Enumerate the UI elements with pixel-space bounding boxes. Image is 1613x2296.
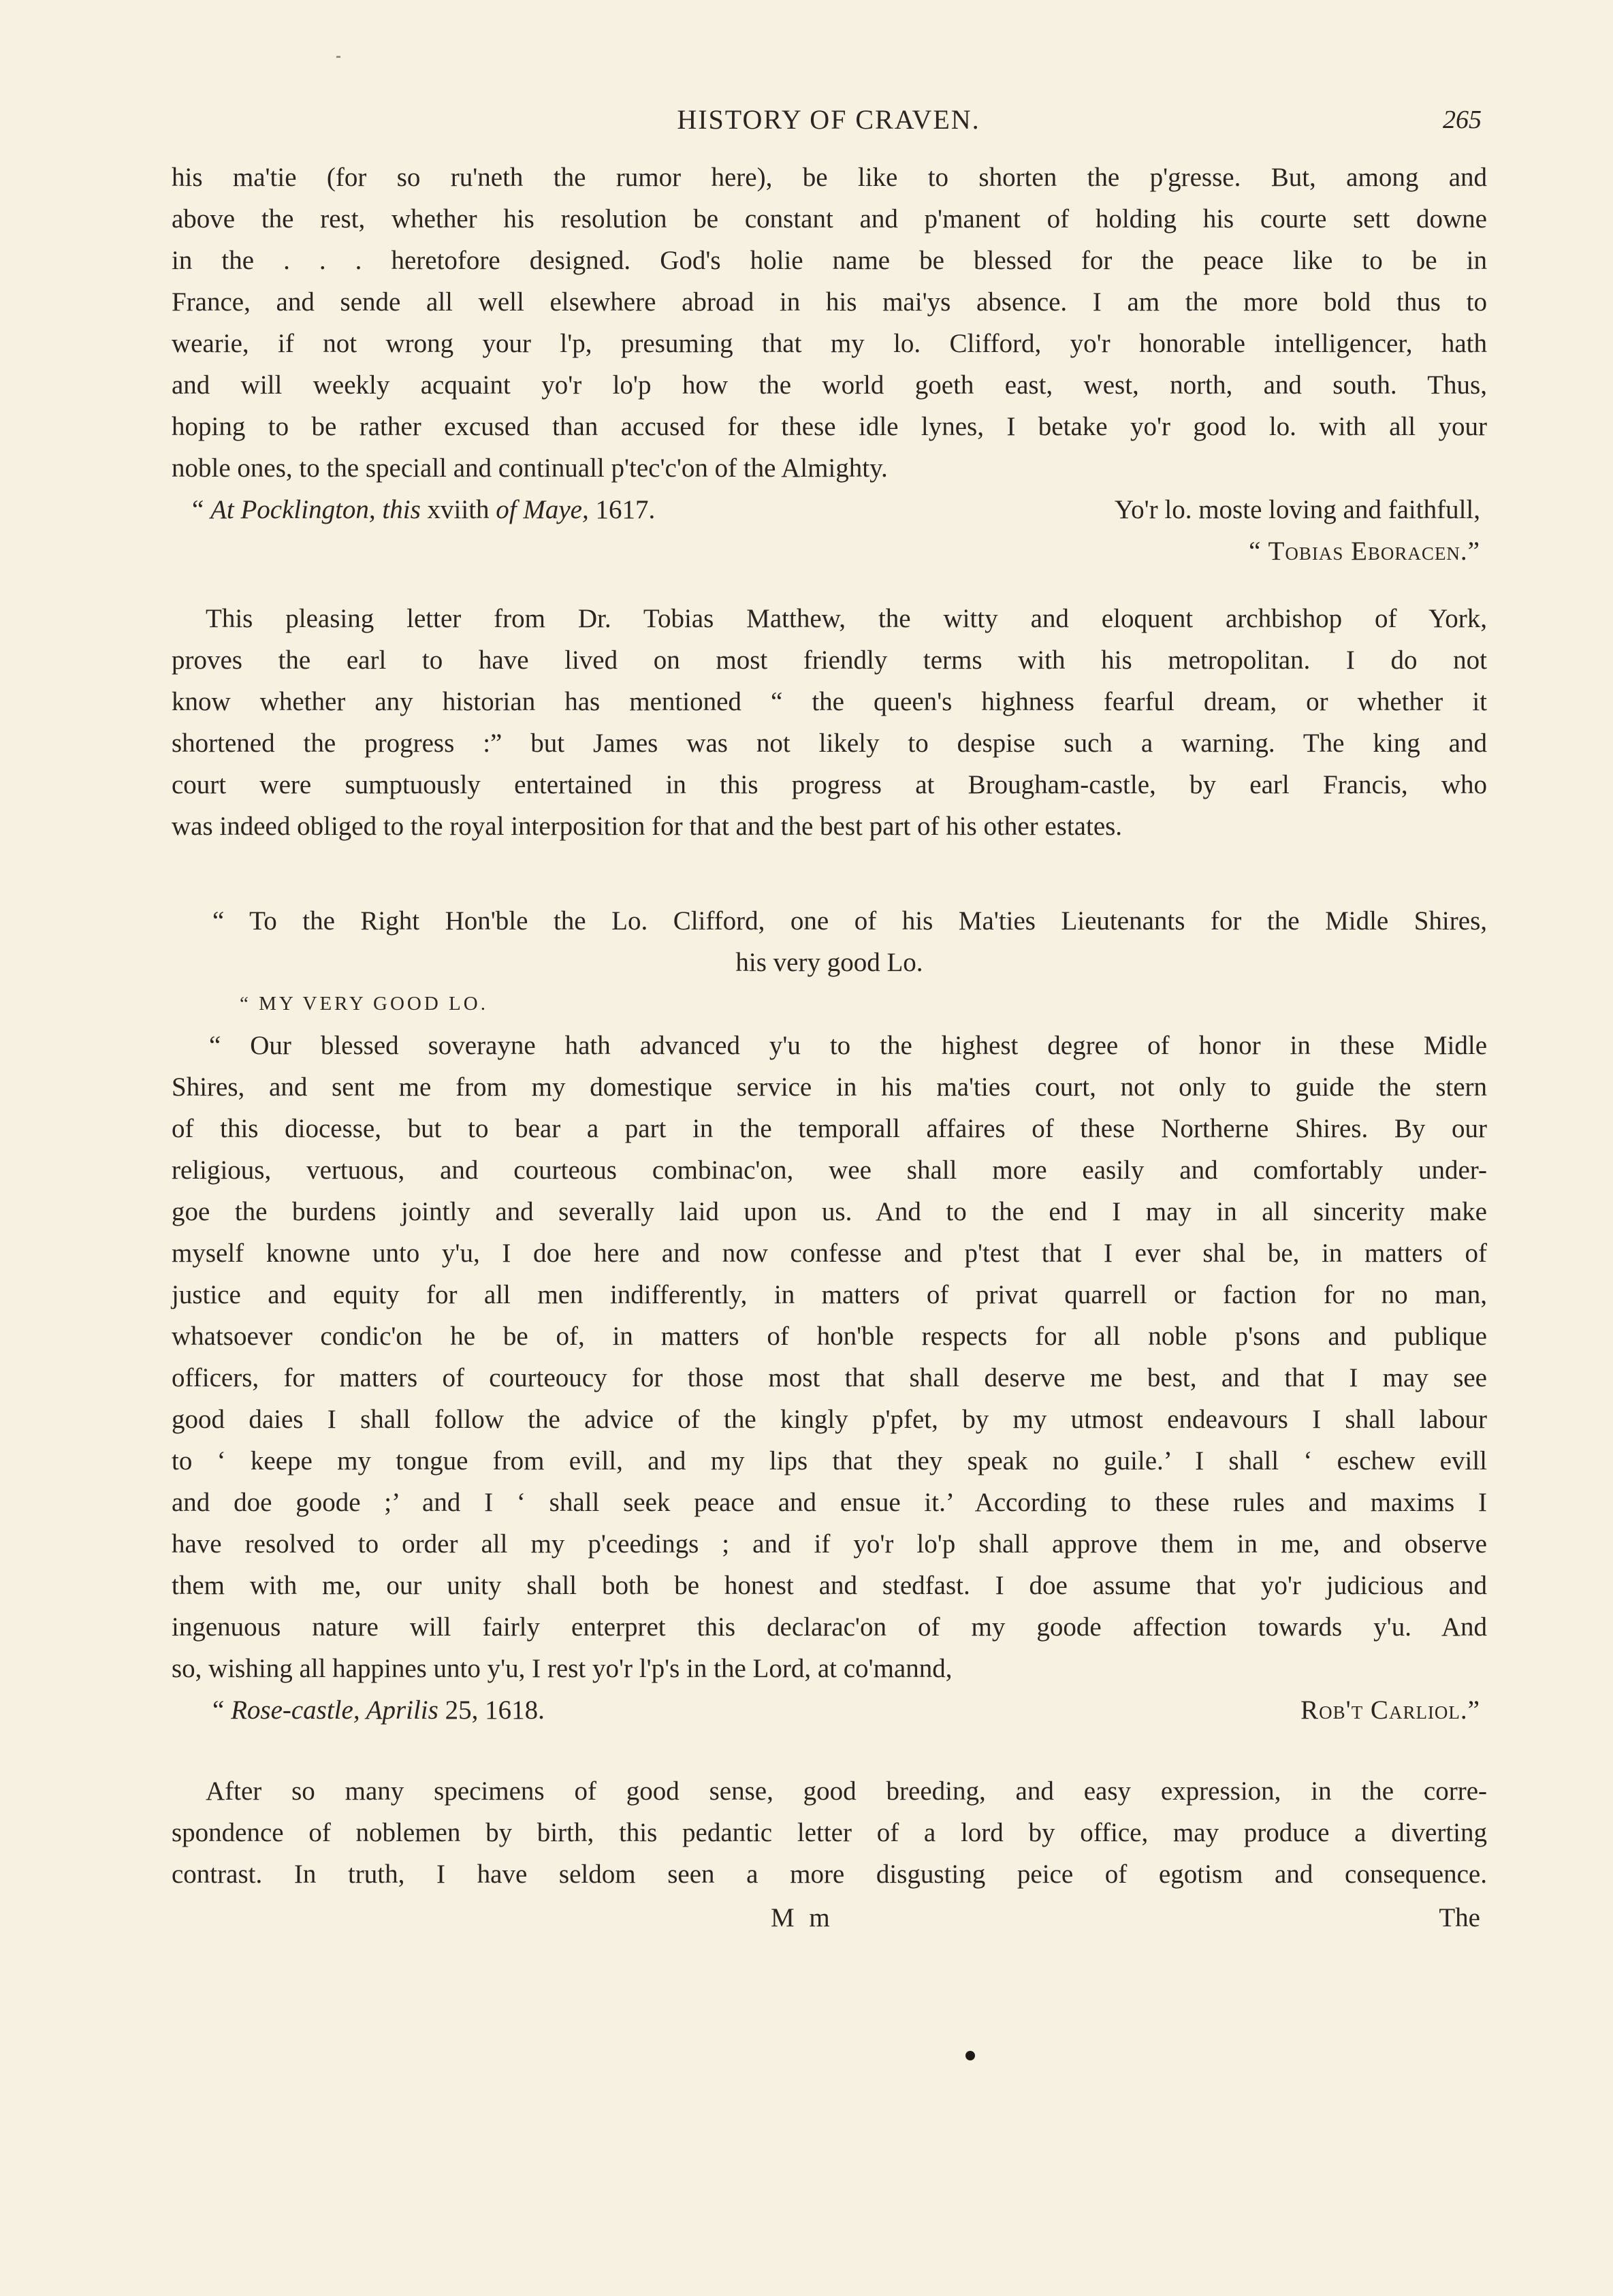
ink-dot: [965, 2051, 975, 2060]
text-line: noble ones, to the speciall and continuall p'tec'c'on of the Almighty.: [172, 453, 888, 483]
letter1-closing: Yo'r lo. moste loving and faithfull,: [1114, 495, 1480, 524]
text-line: and doe goode ;’ and I ‘ shall seek peace and ensue it.’ According to these rules and maxims I: [172, 1488, 1487, 1517]
letter2-place-date: “ Rose-castle, Aprilis 25, 1618.: [212, 1695, 545, 1725]
text-line: his ma'tie (for so ru'neth the rumor here), be like to shorten the p'gresse. But, among and: [172, 163, 1487, 192]
text-line: ingenuous nature will fairly enterpret this declarac'on of my goode affection towards y'u. And: [172, 1612, 1487, 1642]
text-line: hoping to be rather excused than accused for these idle lynes, I betake yo'r good lo. with all your: [172, 412, 1487, 441]
text-line: proves the earl to have lived on most friendly terms with his metropolitan. I do not: [172, 645, 1487, 675]
letter2-dateline: [172, 1689, 1487, 1731]
text-line: court were sumptuously entertained in this progress at Brougham-castle, by earl Francis, who: [172, 770, 1487, 799]
letter2-signature: Rob't Carliol.”: [1300, 1695, 1480, 1725]
paper-speck: [336, 56, 340, 58]
text-line: above the rest, whether his resolution be constant and p'manent of holding his courte sett downe: [172, 204, 1487, 234]
text-line: of this diocesse, but to bear a part in the temporall affaires of these Northerne Shires. By our: [172, 1114, 1487, 1143]
text-line: them with me, our unity shall both be honest and stedfast. I doe assume that yo'r judicious and: [172, 1571, 1487, 1600]
text-line: shortened the progress :” but James was not likely to despise such a warning. The king and: [172, 729, 1487, 758]
catchword: The: [1439, 1903, 1480, 1932]
letter2-address: “ To the Right Hon'ble the Lo. Clifford, one of his Ma'ties Lieutenants for the Midle Shires,: [212, 906, 1487, 936]
text-line: and will weekly acquaint yo'r lo'p how the world goeth east, west, north, and south. Thus,: [172, 370, 1487, 400]
letter1-body: [172, 157, 1487, 572]
text-line: in the . . . heretofore designed. God's holie name be blessed for the peace like to be in: [172, 246, 1487, 275]
text-line: Shires, and sent me from my domestique service in his ma'ties court, not only to guide the stern: [172, 1072, 1487, 1102]
text-line: spondence of noblemen by birth, this pedantic letter of a lord by office, may produce a diverting: [172, 1818, 1487, 1847]
text-line: justice and equity for all men indifferently, in matters of privat quarrell or faction for no man,: [172, 1280, 1487, 1309]
text-line: goe the burdens jointly and severally laid upon us. And to the end I may in all sincerity make: [172, 1197, 1487, 1226]
text-line: officers, for matters of courteoucy for those most that shall deserve me best, and that I may see: [172, 1363, 1487, 1392]
running-title: HISTORY OF CRAVEN.: [677, 104, 980, 135]
text-line: France, and sende all well elsewhere abroad in his mai'ys absence. I am the more bold thus to: [172, 287, 1487, 317]
text-line: wearie, if not wrong your l'p, presuming that my lo. Clifford, yo'r honorable intelligencer, hath: [172, 329, 1487, 358]
text-line: was indeed obliged to the royal interposition for that and the best part of his other estates.: [172, 812, 1123, 841]
commentary1: [172, 598, 1487, 847]
letter1-place-date: “ At Pocklington, this xviith of Maye, 1617.: [192, 495, 656, 524]
letter1-signature: “ Tobias Eboracen.”: [1249, 537, 1480, 566]
text-line: contrast. In truth, I have seldom seen a more disgusting peice of egotism and consequence.: [172, 1860, 1487, 1889]
page-footer: [172, 1897, 1487, 1939]
letter1-signature-row: [172, 530, 1487, 572]
text-line: so, wishing all happines unto y'u, I rest yo'r l'p's in the Lord, at co'mannd,: [172, 1654, 953, 1683]
text-line: know whether any historian has mentioned “ the queen's highness fearful dream, or whether it: [172, 687, 1487, 716]
text-line: “ Our blessed soverayne hath advanced y'u to the highest degree of honor in these Midle: [209, 1031, 1487, 1060]
letter1-dateline: [172, 489, 1487, 530]
page-header: [176, 103, 1482, 144]
text-line: whatsoever condic'on he be of, in matters of hon'ble respects for all noble p'sons and publique: [172, 1322, 1487, 1351]
text-line: good daies I shall follow the advice of the kingly p'pfet, by my utmost endeavours I shall labour: [172, 1405, 1487, 1434]
text-line: myself knowne unto y'u, I doe here and now confesse and p'test that I ever shal be, in matters of: [172, 1239, 1487, 1268]
letter2-address-line2: his very good Lo.: [735, 948, 923, 977]
letter2: [172, 900, 1487, 1731]
text-line: religious, vertuous, and courteous combinac'on, wee shall more easily and comfortably under-: [172, 1155, 1487, 1185]
text-line: have resolved to order all my p'ceedings ; and if yo'r lo'p shall approve them in me, and observe: [172, 1529, 1487, 1559]
commentary2: [172, 1770, 1487, 1895]
page-number: 265: [1443, 106, 1482, 134]
text-line: to ‘ keepe my tongue from evill, and my lips that they speak no guile.’ I shall ‘ eschew evill: [172, 1446, 1487, 1476]
signature-mark: M m: [771, 1903, 834, 1932]
letter2-salutation: “ MY VERY GOOD LO.: [240, 993, 488, 1015]
text-line: This pleasing letter from Dr. Tobias Matthew, the witty and eloquent archbishop of York,: [206, 604, 1487, 633]
text-line: After so many specimens of good sense, good breeding, and easy expression, in the corre-: [206, 1776, 1487, 1806]
